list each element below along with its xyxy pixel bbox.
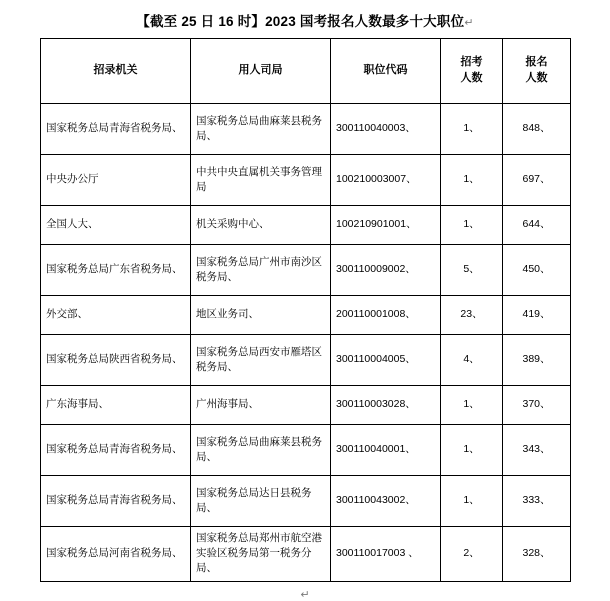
cell-apps: 328、 (503, 527, 571, 582)
table-row (41, 425, 571, 476)
cell-org: 国家税务总局广东省税务局、 (41, 245, 191, 296)
cell-quota: 5、 (441, 245, 503, 296)
table-row (41, 476, 571, 527)
table-row (41, 296, 571, 335)
cell-quota: 4、 (441, 335, 503, 386)
cell-code: 200110001008、 (331, 296, 441, 335)
cell-code: 100210003007、 (331, 155, 441, 206)
column-header-dept: 用人司局 (191, 39, 331, 104)
cell-quota: 23、 (441, 296, 503, 335)
cell-dept: 机关采购中心、 (191, 206, 331, 245)
table-row (41, 527, 571, 582)
cell-org: 国家税务总局河南省税务局、 (41, 527, 191, 582)
column-header-apps-line1: 报名 (525, 56, 548, 69)
cell-dept: 国家税务总局广州市南沙区税务局、 (191, 245, 331, 296)
cell-code: 300110040003、 (331, 104, 441, 155)
cell-org: 全国人大、 (41, 206, 191, 245)
cell-quota: 1、 (441, 425, 503, 476)
cell-code: 100210901001、 (331, 206, 441, 245)
document-end-paragraph-mark-icon: ↵ (300, 588, 310, 601)
cell-apps: 644、 (503, 206, 571, 245)
column-header-code: 职位代码 (331, 39, 441, 104)
cell-quota: 1、 (441, 206, 503, 245)
cell-dept: 中共中央直属机关事务管理局 (191, 155, 331, 206)
cell-dept: 国家税务总局曲麻莱县税务局、 (191, 104, 331, 155)
cell-quota: 2、 (441, 527, 503, 582)
cell-org: 中央办公厅 (41, 155, 191, 206)
cell-org: 国家税务总局青海省税务局、 (41, 425, 191, 476)
cell-dept: 国家税务总局曲麻莱县税务局、 (191, 425, 331, 476)
table-row (41, 386, 571, 425)
cell-apps: 389、 (503, 335, 571, 386)
cell-quota: 1、 (441, 476, 503, 527)
column-header-quota-line2: 人数 (460, 72, 483, 84)
table-header-row (41, 39, 571, 104)
cell-dept: 国家税务总局西安市雁塔区税务局、 (191, 335, 331, 386)
cell-dept: 地区业务司、 (191, 296, 331, 335)
cell-org: 外交部、 (41, 296, 191, 335)
cell-apps: 343、 (503, 425, 571, 476)
cell-code: 300110004005、 (331, 335, 441, 386)
table-row (41, 335, 571, 386)
cell-code: 300110009002、 (331, 245, 441, 296)
cell-org: 国家税务总局青海省税务局、 (41, 104, 191, 155)
column-header-quota-line1: 招考 (460, 56, 483, 69)
cell-quota: 1、 (441, 104, 503, 155)
cell-code: 300110017003 、 (331, 527, 441, 582)
rank-table (40, 38, 571, 582)
cell-dept: 国家税务总局达日县税务局、 (191, 476, 331, 527)
cell-org: 广东海事局、 (41, 386, 191, 425)
cell-quota: 1、 (441, 386, 503, 425)
cell-dept: 广州海事局、 (191, 386, 331, 425)
column-header-apps (503, 39, 571, 104)
table-row (41, 245, 571, 296)
cell-apps: 370、 (503, 386, 571, 425)
paragraph-mark-icon: ↵ (464, 17, 474, 29)
cell-dept: 国家税务总局郑州市航空港实验区税务局第一税务分局、 (191, 527, 331, 582)
page-title-text: 【截至 25 日 16 时】2023 国考报名人数最多十大职位 (136, 14, 465, 29)
table-row (41, 104, 571, 155)
column-header-org: 招录机关 (41, 39, 191, 104)
cell-org: 国家税务总局青海省税务局、 (41, 476, 191, 527)
column-header-quota (441, 39, 503, 104)
table-row (41, 155, 571, 206)
cell-apps: 333、 (503, 476, 571, 527)
page-title (40, 0, 570, 38)
cell-apps: 848、 (503, 104, 571, 155)
cell-org: 国家税务总局陕西省税务局、 (41, 335, 191, 386)
cell-apps: 419、 (503, 296, 571, 335)
cell-code: 300110040001、 (331, 425, 441, 476)
cell-apps: 697、 (503, 155, 571, 206)
cell-quota: 1、 (441, 155, 503, 206)
cell-code: 300110043002、 (331, 476, 441, 527)
cell-apps: 450、 (503, 245, 571, 296)
cell-code: 300110003028、 (331, 386, 441, 425)
table-row (41, 206, 571, 245)
column-header-apps-line2: 人数 (525, 72, 548, 84)
